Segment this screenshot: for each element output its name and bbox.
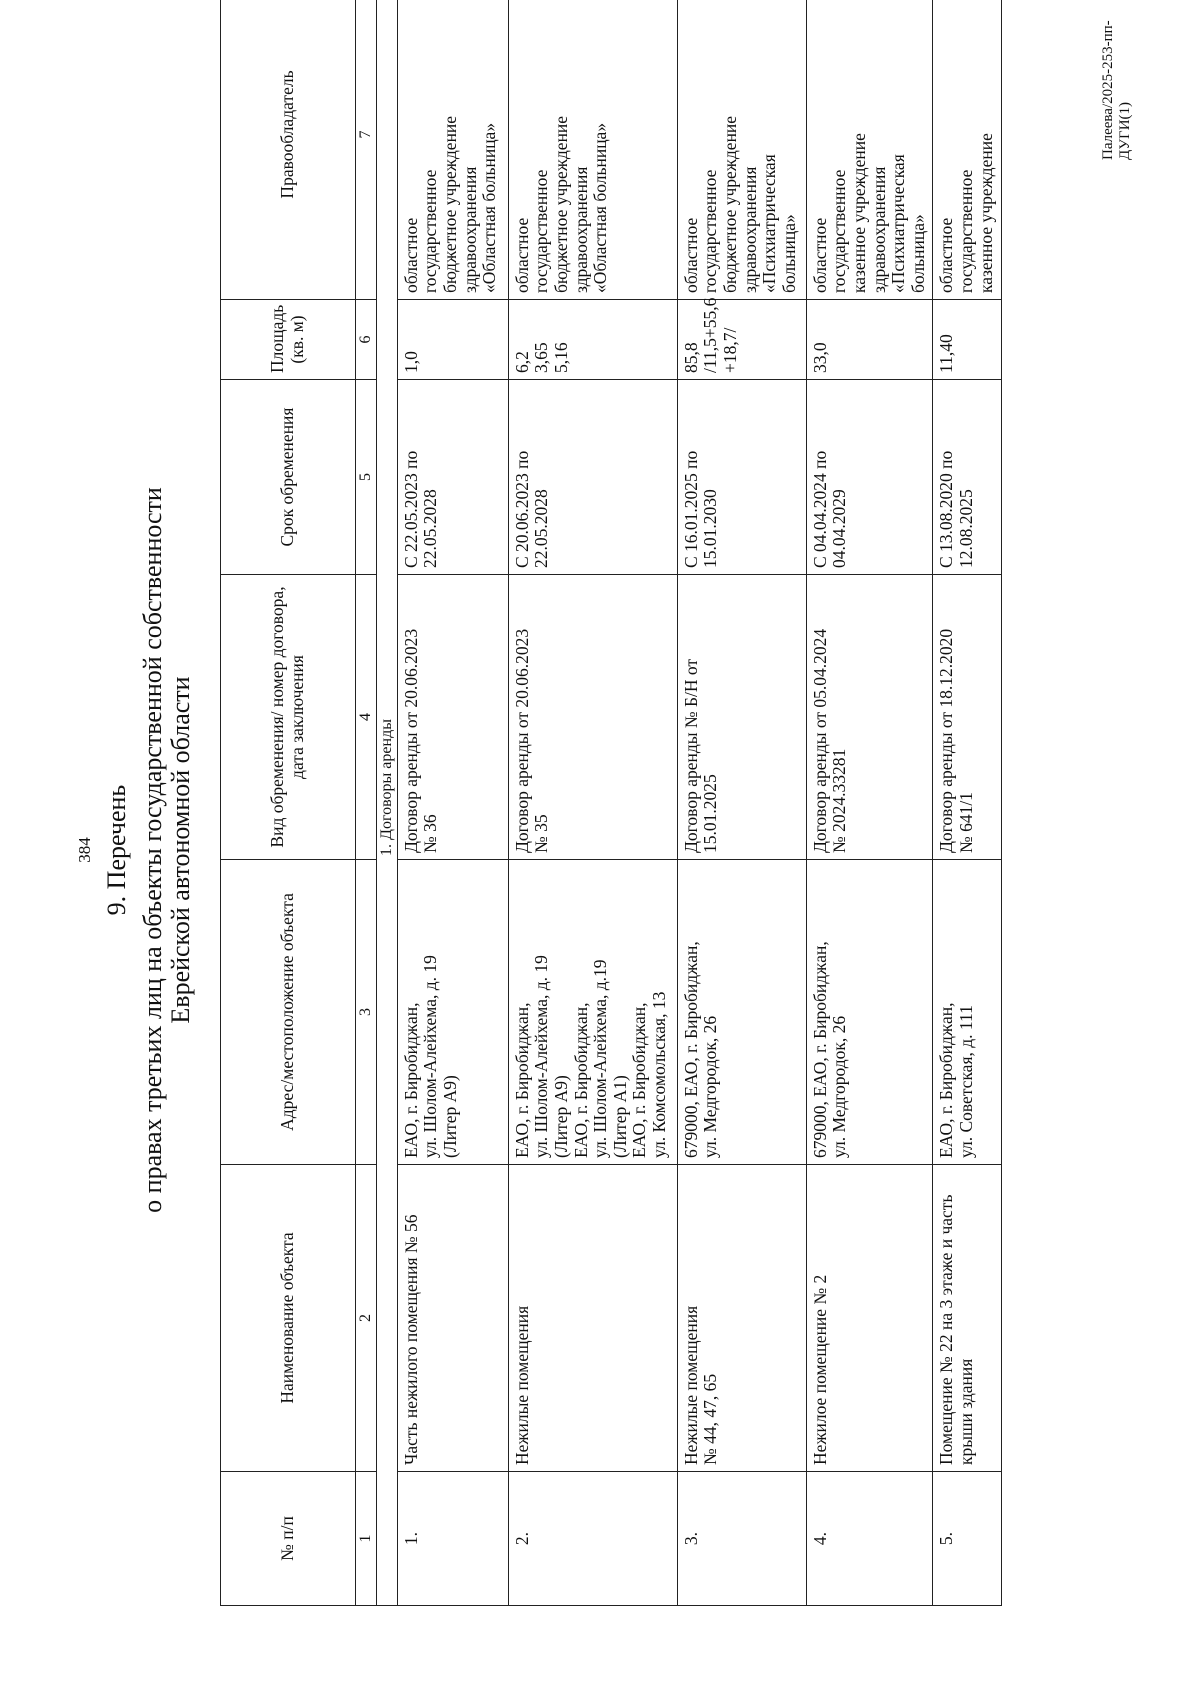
document-subtitle-region: Еврейской автономной области bbox=[166, 676, 195, 1024]
rights-holder-line: областное bbox=[400, 217, 421, 293]
object-area-line: /11,5+55,6 bbox=[700, 297, 721, 373]
object-address-line: ул. Шолом-Алейхема, д.19 bbox=[590, 959, 611, 1158]
encumbrance-term-cell bbox=[933, 380, 1002, 575]
rights-holder-line: областное bbox=[511, 217, 532, 293]
column-number: 4 bbox=[356, 575, 377, 860]
document-title: 9. Перечень bbox=[102, 784, 131, 916]
document-footer: Палеева/2025-253-пп-ДУГИ(1) bbox=[1100, 20, 1133, 160]
object-address-line: ЕАО, г. Биробиджан, bbox=[936, 1002, 957, 1158]
row-number: 5. bbox=[933, 1472, 1002, 1606]
contract-info-line: № 36 bbox=[420, 814, 441, 853]
column-number: 7 bbox=[356, 0, 377, 300]
header-cell: Адрес/местоположение объекта bbox=[221, 860, 356, 1165]
object-area-line: 11,40 bbox=[936, 334, 957, 373]
contract-info-line: Договор аренды от 05.04.2024 bbox=[809, 628, 830, 853]
rights-holder-line: казенное учреждение bbox=[975, 133, 996, 293]
object-address-cell bbox=[508, 860, 677, 1165]
object-address-line: (Литер А9) bbox=[551, 1075, 571, 1158]
rights-holder-line: областное bbox=[809, 217, 830, 293]
contract-info-line: Договор аренды от 20.06.2023 bbox=[511, 628, 532, 853]
contract-info-cell bbox=[933, 575, 1002, 860]
column-number: 6 bbox=[356, 300, 377, 380]
rights-holder-line: больница» bbox=[778, 214, 799, 293]
object-name-cell bbox=[933, 1165, 1002, 1472]
rights-holder-line: здравоохранения bbox=[739, 166, 760, 293]
object-address-cell bbox=[397, 860, 508, 1165]
object-address-line: (Литер А9) bbox=[440, 1075, 460, 1158]
rights-table bbox=[220, 0, 1002, 1606]
object-address-cell bbox=[677, 860, 806, 1165]
table-row bbox=[397, 0, 508, 1606]
encumbrance-term-cell bbox=[508, 380, 677, 575]
encumbrance-term-line: 04.04.2029 bbox=[829, 489, 850, 568]
contract-info-line: 15.01.2025 bbox=[700, 774, 721, 853]
rights-holder-line: государственное bbox=[700, 169, 721, 293]
object-address-line: (Литер А1) bbox=[609, 1075, 630, 1158]
contract-info-cell bbox=[397, 575, 508, 860]
header-cell: Вид обременения/ номер договора, дата заключения bbox=[221, 575, 356, 860]
contract-info-line: № 35 bbox=[531, 814, 552, 853]
object-name-cell bbox=[397, 1165, 508, 1472]
object-address-line: ЕАО, г. Биробиджан, bbox=[629, 1002, 650, 1158]
header-cell: Правообладатель bbox=[221, 0, 356, 300]
object-address-line: ЕАО, г. Биробиджан, bbox=[400, 1002, 421, 1158]
table-row bbox=[806, 0, 933, 1606]
object-name-line: Нежилые помещения bbox=[680, 1305, 701, 1465]
rights-holder-line: здравоохранения bbox=[868, 166, 889, 293]
rights-holder-line: областное bbox=[680, 217, 701, 293]
object-address-cell bbox=[806, 860, 933, 1165]
object-address-line: ул. Медгородок, 26 bbox=[829, 1015, 850, 1158]
rights-holder-line: «Психиатрическая bbox=[888, 154, 909, 293]
object-address-line: 679000, ЕАО, г. Биробиджан, bbox=[680, 941, 701, 1158]
header-cell: Площадь (кв. м) bbox=[221, 300, 356, 380]
table-header-row bbox=[221, 0, 356, 1606]
object-area-cell bbox=[806, 300, 933, 380]
page-number: 384 bbox=[75, 837, 94, 863]
column-number: 1 bbox=[356, 1472, 377, 1606]
rights-holder-cell bbox=[933, 0, 1002, 300]
object-area-cell bbox=[397, 300, 508, 380]
column-number-row bbox=[356, 0, 377, 1606]
object-area-line: 33,0 bbox=[809, 342, 830, 373]
object-address-line: ул. Комсомольская, 13 bbox=[648, 991, 669, 1158]
rights-holder-line: больница» bbox=[907, 214, 928, 293]
encumbrance-term-cell bbox=[806, 380, 933, 575]
rights-holder-line: бюджетное учреждение bbox=[440, 115, 460, 293]
rights-holder-line: государственное bbox=[829, 169, 850, 293]
section-row bbox=[376, 0, 397, 1606]
contract-info-line: Договор аренды от 18.12.2020 bbox=[936, 628, 957, 853]
rights-holder-cell bbox=[806, 0, 933, 300]
object-name-cell bbox=[806, 1165, 933, 1472]
encumbrance-term-line: 15.01.2030 bbox=[700, 489, 721, 568]
rights-holder-line: «Областная больница» bbox=[479, 122, 500, 293]
rights-holder-line: бюджетное учреждение bbox=[551, 115, 571, 293]
encumbrance-term-line: 22.05.2028 bbox=[420, 489, 441, 568]
row-number: 1. bbox=[397, 1472, 508, 1606]
object-name-line: Часть нежилого помещения № 56 bbox=[400, 1214, 421, 1465]
object-area-line: +18,7/ bbox=[720, 327, 740, 373]
document-subtitle: о правах третьих лиц на объекты государственной собственности bbox=[138, 487, 167, 1213]
object-name-cell bbox=[508, 1165, 677, 1472]
column-number: 2 bbox=[356, 1165, 377, 1472]
object-name-line: Нежилое помещение № 2 bbox=[809, 1274, 830, 1465]
contract-info-line: Договор аренды от 20.06.2023 bbox=[400, 628, 421, 853]
header-cell: Наименование объекта bbox=[221, 1165, 356, 1472]
section-title: 1. Договоры аренды bbox=[376, 0, 397, 1606]
object-address-line: ЕАО, г. Биробиджан, bbox=[511, 1002, 532, 1158]
object-area-line: 85,8 bbox=[680, 342, 701, 373]
rights-holder-line: государственное bbox=[420, 169, 441, 293]
rights-holder-cell bbox=[397, 0, 508, 300]
contract-info-line: № 2024.33281 bbox=[829, 748, 850, 853]
encumbrance-term-line: С 04.04.2024 по bbox=[809, 450, 830, 568]
object-address-line: ул. Шолом-Алейхема, д. 19 bbox=[420, 955, 441, 1158]
rights-holder-line: здравоохранения bbox=[459, 166, 480, 293]
rights-holder-cell bbox=[508, 0, 677, 300]
row-number: 2. bbox=[508, 1472, 677, 1606]
object-address-line: ул. Шолом-Алейхема, д. 19 bbox=[531, 955, 552, 1158]
object-name-line: № 44, 47, 65 bbox=[700, 1373, 721, 1465]
encumbrance-term-line: С 22.05.2023 по bbox=[400, 450, 421, 568]
object-address-line: 679000, ЕАО, г. Биробиджан, bbox=[809, 941, 830, 1158]
encumbrance-term-line: 22.05.2028 bbox=[531, 489, 552, 568]
row-number: 3. bbox=[677, 1472, 806, 1606]
object-area-cell bbox=[508, 300, 677, 380]
object-address-cell bbox=[933, 860, 1002, 1165]
object-name-line: Помещение № 22 на 3 этаже и часть bbox=[936, 1194, 957, 1465]
contract-info-cell bbox=[508, 575, 677, 860]
object-area-cell bbox=[677, 297, 806, 380]
object-area-line: 5,16 bbox=[551, 342, 571, 373]
table-row bbox=[508, 0, 677, 1606]
table-row bbox=[933, 0, 1002, 1606]
rights-holder-line: государственное bbox=[955, 169, 976, 293]
rights-holder-line: «Областная больница» bbox=[590, 122, 611, 293]
table-row bbox=[677, 0, 806, 1606]
header-cell: Срок обременения bbox=[221, 380, 356, 575]
object-address-line: ЕАО, г. Биробиджан, bbox=[570, 1002, 591, 1158]
encumbrance-term-line: С 16.01.2025 по bbox=[680, 450, 701, 568]
rights-holder-cell bbox=[677, 0, 806, 300]
encumbrance-term-line: 12.08.2025 bbox=[955, 489, 976, 568]
row-number: 4. bbox=[806, 1472, 933, 1606]
encumbrance-term-cell bbox=[677, 380, 806, 575]
contract-info-cell bbox=[806, 575, 933, 860]
column-number: 5 bbox=[356, 380, 377, 575]
header-cell: № п/п bbox=[221, 1472, 356, 1606]
object-area-line: 1,0 bbox=[400, 351, 421, 373]
object-area-line: 3,65 bbox=[531, 342, 552, 373]
rights-holder-line: «Психиатрическая bbox=[759, 154, 780, 293]
rights-holder-line: казенное учреждение bbox=[849, 133, 869, 293]
column-number: 3 bbox=[356, 860, 377, 1165]
contract-info-cell bbox=[677, 575, 806, 860]
rights-holder-line: государственное bbox=[531, 169, 552, 293]
contract-info-line: Договор аренды № Б/Н от bbox=[680, 658, 701, 853]
object-name-cell bbox=[677, 1165, 806, 1472]
object-name-line: крыши здания bbox=[955, 1358, 976, 1465]
object-name-line: Нежилые помещения bbox=[511, 1305, 532, 1465]
rights-holder-line: здравоохранения bbox=[570, 166, 591, 293]
object-area-cell bbox=[933, 300, 1002, 380]
object-address-line: ул. Советская, д. 111 bbox=[955, 1005, 976, 1158]
encumbrance-term-line: С 20.06.2023 по bbox=[511, 450, 532, 568]
rights-holder-line: бюджетное учреждение bbox=[720, 115, 740, 293]
contract-info-line: № 641/1 bbox=[955, 792, 976, 853]
rights-holder-line: областное bbox=[936, 217, 957, 293]
object-area-line: 6,2 bbox=[511, 351, 532, 373]
object-address-line: ул. Медгородок, 26 bbox=[700, 1015, 721, 1158]
encumbrance-term-cell bbox=[397, 380, 508, 575]
encumbrance-term-line: С 13.08.2020 по bbox=[936, 450, 957, 568]
